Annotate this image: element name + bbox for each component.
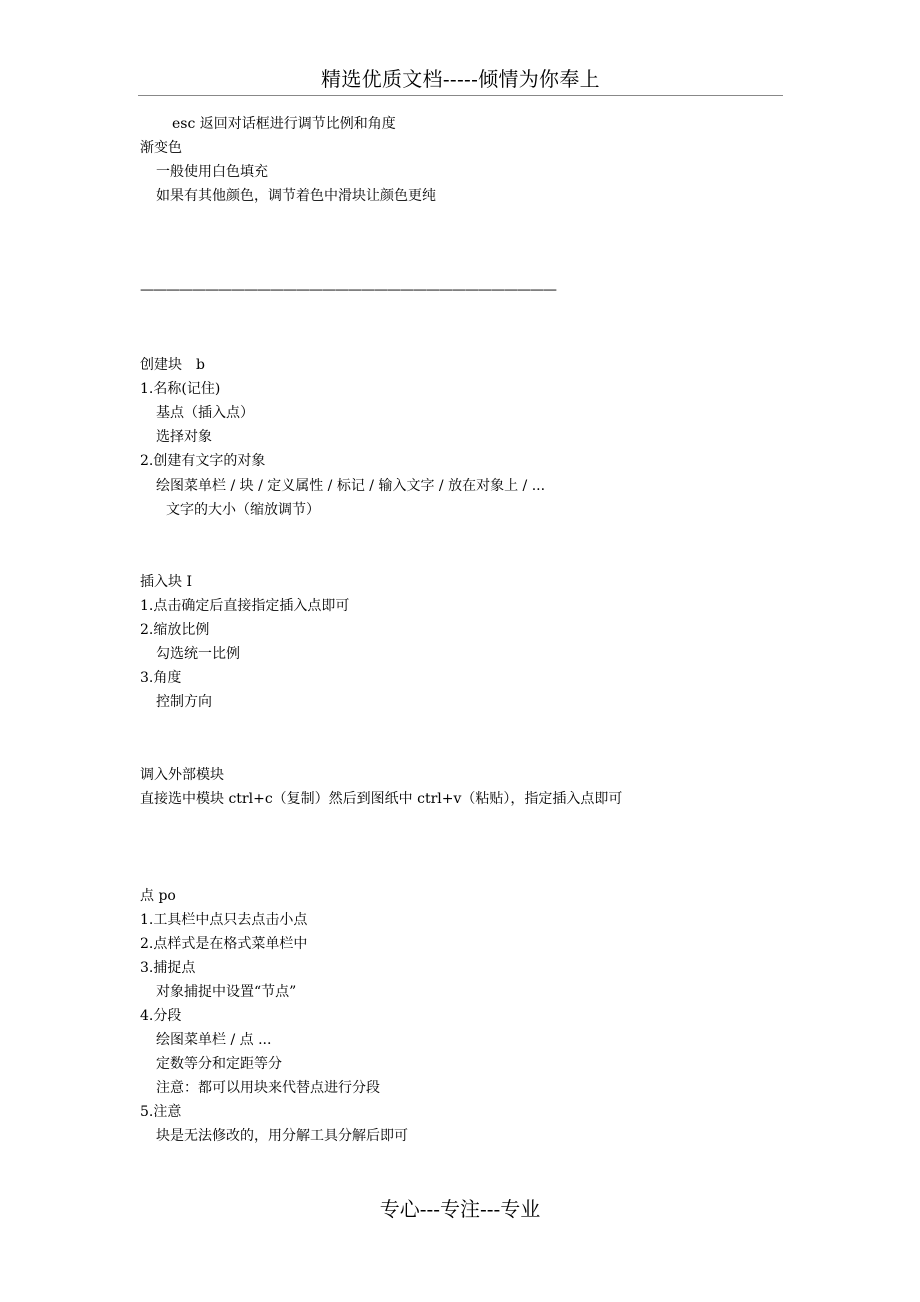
section-heading: 渐变色 — [140, 140, 182, 156]
text-line: 块是无法修改的，用分解工具分解后即可 — [156, 1128, 408, 1144]
header-title: 精选优质文档-----倾情为你奉上 — [321, 67, 600, 91]
text-line: 如果有其他颜色，调节着色中滑块让颜色更纯 — [156, 188, 436, 204]
list-item: 4.分段 — [140, 1008, 182, 1024]
list-item: 1.名称(记住) — [140, 381, 221, 397]
text-line: esc 返回对话框进行调节比例和角度 — [172, 116, 396, 132]
text-line: 绘图菜单栏 / 点 ... — [156, 1032, 272, 1048]
text-line: 一般使用白色填充 — [156, 164, 268, 180]
list-item: 1.工具栏中点只去点击小点 — [140, 912, 308, 928]
section-heading: 调入外部模块 — [140, 767, 224, 783]
list-item: 1.点击确定后直接指定插入点即可 — [140, 598, 350, 614]
text-line: 直接选中模块 ctrl+c（复制）然后到图纸中 ctrl+v（粘贴），指定插入点即可 — [140, 791, 623, 807]
list-item: 2.缩放比例 — [140, 622, 210, 638]
list-item: 2.点样式是在格式菜单栏中 — [140, 936, 308, 952]
page-footer: 专心---专注---专业 — [379, 1197, 541, 1221]
text-line: 注意：都可以用块来代替点进行分段 — [156, 1080, 380, 1096]
text-line: 控制方向 — [156, 694, 212, 710]
list-item: 3.角度 — [140, 670, 182, 686]
list-item: 5.注意 — [140, 1104, 182, 1120]
section-heading: 插入块 I — [140, 574, 192, 590]
text-line: 勾选统一比例 — [156, 646, 240, 662]
list-item: 3.捕捉点 — [140, 960, 196, 976]
text-line: 对象捕捉中设置“节点” — [156, 984, 297, 1000]
list-item: 2.创建有文字的对象 — [140, 453, 266, 469]
text-line: 基点（插入点） — [156, 405, 254, 421]
text-line: 定数等分和定距等分 — [156, 1056, 282, 1072]
section-heading: 创建块 b — [140, 357, 205, 373]
section-heading: 点 po — [140, 888, 176, 904]
text-line: 选择对象 — [156, 429, 212, 445]
text-line: 绘图菜单栏 / 块 / 定义属性 / 标记 / 输入文字 / 放在对象上 / ... — [156, 478, 546, 494]
section-divider: ———————————————————————————————— — [140, 282, 556, 298]
text-line: 文字的大小（缩放调节） — [166, 502, 320, 518]
page-header — [138, 66, 783, 96]
